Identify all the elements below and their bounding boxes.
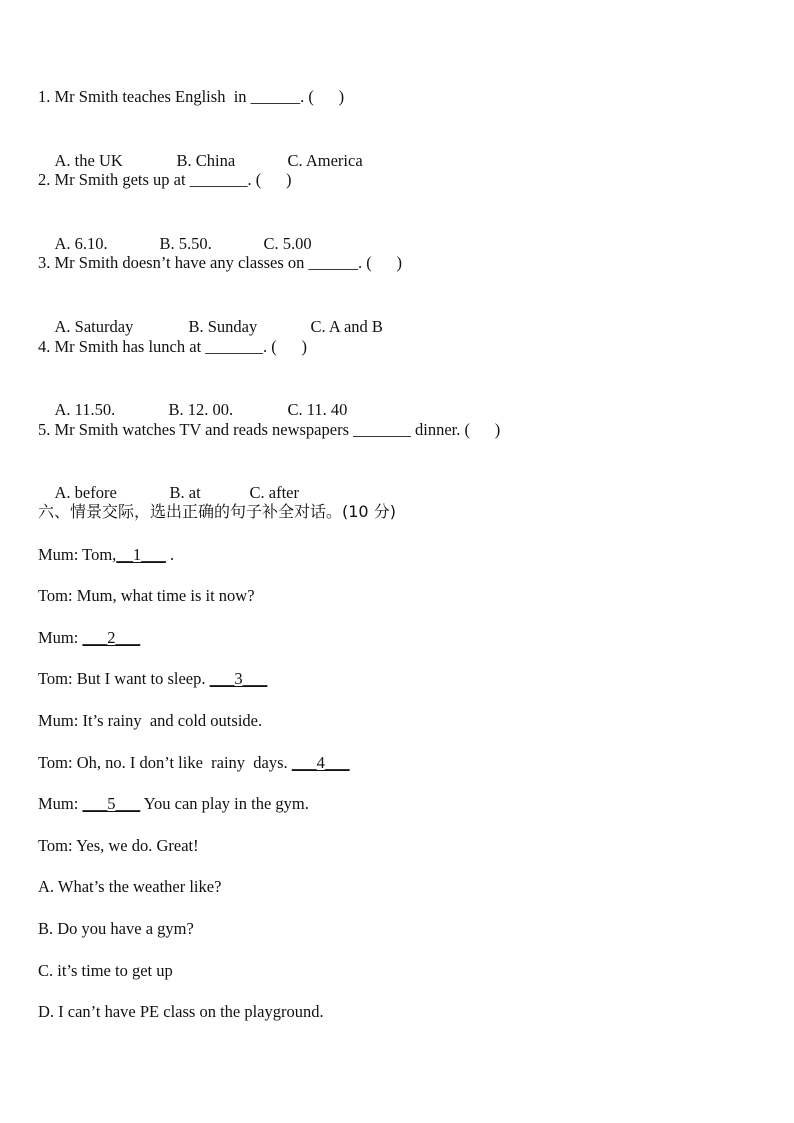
q5-option-a: A. before [54, 483, 117, 502]
q4-option-c: C. 11. 40 [287, 400, 348, 419]
q4-option-b: B. 12. 00. [168, 400, 234, 419]
q4-option-a: A. 11.50. [54, 400, 116, 419]
question-3-options [38, 294, 383, 336]
dialogue-line-6 [38, 752, 350, 774]
choice-d: D. I can’t have PE class on the playground. [38, 1002, 324, 1021]
question-1-stem: 1. Mr Smith teaches English in ______. ( ) [38, 87, 345, 106]
question-5-stem: 5. Mr Smith watches TV and reads newspapers _______ dinner. ( ) [38, 420, 501, 439]
question-4-options [38, 377, 348, 419]
dialogue-blank-4: ___4___ [291, 753, 350, 772]
q2-option-a: A. 6.10. [54, 234, 108, 253]
dialogue-line-3 [38, 627, 140, 649]
q1-option-a: A. the UK [54, 151, 123, 170]
question-4-stem: 4. Mr Smith has lunch at _______. ( ) [38, 337, 308, 356]
q3-option-a: A. Saturday [54, 317, 134, 336]
dialogue-line-2-text: Tom: Mum, what time is it now? [38, 586, 255, 605]
q2-option-c: C. 5.00 [263, 234, 312, 253]
dialogue-line-7-tail: You can play in the gym. [140, 794, 309, 813]
dialogue-line-8 [38, 835, 199, 857]
question-2-stem: 2. Mr Smith gets up at _______. ( ) [38, 170, 292, 189]
dialogue-line-4-text: Tom: But I want to sleep. [38, 669, 210, 688]
section-6-heading: 六、情景交际，选出正确的句子补全对话。(10 分) [38, 502, 396, 521]
dialogue-line-4 [38, 668, 267, 690]
q1-option-b: B. China [176, 151, 236, 170]
dialogue-line-8-text: Tom: Yes, we do. Great! [38, 836, 199, 855]
dialogue-line-6-text: Tom: Oh, no. I don’t like rainy days. [38, 753, 292, 772]
dialogue-line-5-text: Mum: It’s rainy and cold outside. [38, 711, 263, 730]
dialogue-blank-1: __1___ [116, 545, 166, 564]
question-1-options [38, 128, 363, 170]
q5-option-b: B. at [169, 483, 201, 502]
question-3-stem: 3. Mr Smith doesn’t have any classes on ______. ( ) [38, 253, 403, 272]
question-5-options [38, 460, 299, 502]
dialogue-line-5 [38, 710, 262, 732]
q1-option-c: C. America [287, 151, 363, 170]
q3-option-c: C. A and B [310, 317, 383, 336]
q2-option-b: B. 5.50. [159, 234, 212, 253]
dialogue-blank-5: ___5___ [82, 794, 141, 813]
q3-option-b: B. Sunday [188, 317, 258, 336]
dialogue-blank-2: ___2___ [82, 628, 141, 647]
choice-a: A. What’s the weather like? [38, 877, 222, 896]
dialogue-line-7-text: Mum: [38, 794, 83, 813]
dialogue-line-1-text: Mum: Tom, [38, 545, 117, 564]
dialogue-line-1-tail: . [165, 545, 175, 564]
dialogue-line-3-text: Mum: [38, 628, 83, 647]
dialogue-line-2 [38, 585, 255, 607]
choice-b: B. Do you have a gym? [38, 919, 194, 938]
dialogue-blank-3: ___3___ [209, 669, 268, 688]
choice-c: C. it’s time to get up [38, 961, 173, 980]
dialogue-line-7 [38, 793, 309, 815]
question-2-options [38, 211, 312, 253]
dialogue-line-1 [38, 544, 174, 566]
q5-option-c: C. after [249, 483, 299, 502]
